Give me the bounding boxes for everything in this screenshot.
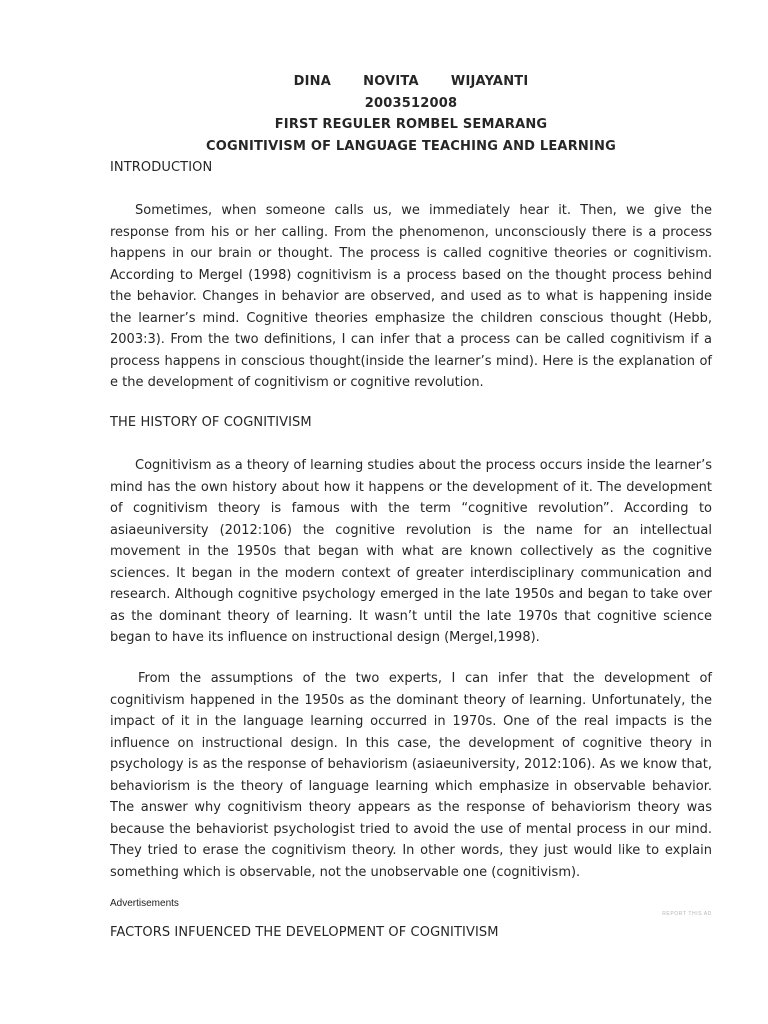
history-paragraph-1: Cognitivism as a theory of learning studies about the process occurs inside the learner’s mind has the own history about how it happens or the development of it. The development of cognitivism theory is famous with the term “cognitive revolution”. According to asiaeuniversity (2012:106) the cognitive revolution is the name for an intellectual movement in the 1950s that began with what are known collectively as the cognitive sciences. It began in the modern context of greater interdisciplinary communication and research. Although cognitive psychology emerged in the late 1950s and began to take over as the dominant theory of learning. It wasn’t until the late 1970s that cognitive science began to have its influence on instructional design (Mergel,1998). [110, 458, 712, 645]
report-ad-link[interactable]: REPORT THIS AD [662, 911, 712, 917]
introduction-paragraph: Sometimes, when someone calls us, we immediately hear it. Then, we give the response from his or her calling. From the phenomenon, unconsciously there is a process happens in our brain or thought. The process is called cognitive theories or cognitivism. According to Mergel (1998) cognitivism is a process based on the thought process behind the behavior. Changes in behavior are observed, and used as to what is happening inside the learner’s mind. Cognitive theories emphasize the children conscious thought (Hebb, 2003:3). From the two definitions, I can infer that a process can be called cognitivism if a process happens in conscious thought(inside the learner’s mind). Here is the explanation of e the development of cognitivism or cognitive revolution. [110, 203, 712, 390]
class-name: FIRST REGULER ROMBEL SEMARANG [274, 117, 548, 132]
document-title: COGNITIVISM OF LANGUAGE TEACHING AND LEARNING [206, 139, 616, 154]
student-id: 2003512008 [364, 96, 458, 111]
history-paragraph-2: From the assumptions of the two experts, I can infer that the development of cognitivism happened in the 1950s as the dominant theory of learning. Unfortunately, the impact of it in the language learning occurred in 1970s. One of the real impacts is the influence on instructional design. In this case, the development of cognitive theory in psychology is as the response of behaviorism (asiaeuniversity, 2012:106). As we know that, behaviorism is the theory of language learning which emphasize in observable behavior. The answer why cognitivism theory appears as the response of behaviorism theory was because the behaviorist psychologist tried to avoid the use of mental process in our mind. They tried to erase the cognitivism theory. In other words, they just would like to explain something which is observable, not the unobservable one (cognitivism). [110, 671, 712, 880]
introduction-heading: INTRODUCTION [110, 160, 213, 175]
factors-heading: FACTORS INFUENCED THE DEVELOPMENT OF COGNITIVISM [110, 925, 499, 940]
author-name: DINA NOVITA WIJAYANTI [293, 74, 529, 89]
history-heading: THE HISTORY OF COGNITIVISM [110, 415, 312, 430]
advertisements-label: Advertisements [110, 898, 179, 909]
